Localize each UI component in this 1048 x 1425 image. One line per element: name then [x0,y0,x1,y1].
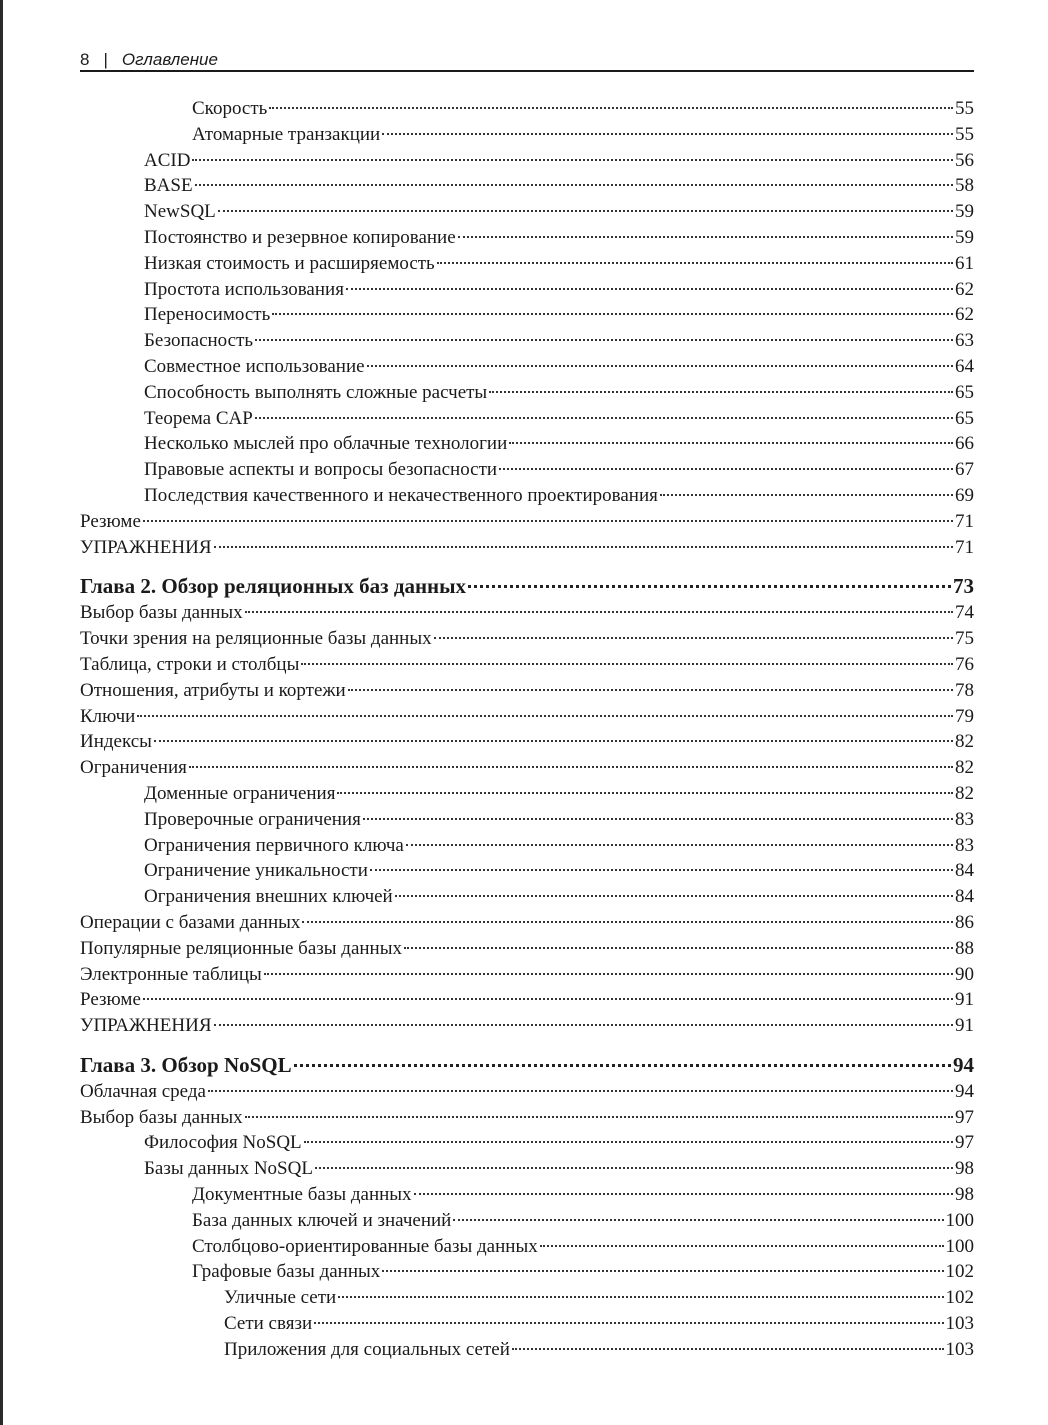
toc-entry-title: Простота использования [144,278,344,300]
toc-leader-dots [143,520,953,522]
toc-entry-title: Приложения для социальных сетей [224,1338,510,1360]
toc-entry-page: 73 [953,574,974,599]
toc-entry-page: 64 [955,355,974,377]
toc-entry[interactable] [80,704,974,730]
toc-entry[interactable] [80,962,974,988]
toc-entry-title: Ограничения [80,757,187,779]
toc-entry-page: 91 [955,989,974,1011]
toc-entry-title: Ограничение уникальности [144,860,368,882]
toc-entry-page: 55 [955,123,974,145]
toc-entry-title: Атомарные транзакции [192,123,381,145]
toc-leader-dots [154,740,953,742]
toc-entry[interactable] [80,199,974,225]
toc-entry[interactable] [80,936,974,962]
toc-entry-page: 91 [955,1015,974,1037]
toc-entry-title: Скорость [192,98,268,119]
toc-entry-title: Последствия качественного и некачественного проектирования [144,484,658,506]
toc-entry-page: 100 [945,1209,974,1231]
toc-leader-dots [214,1024,954,1026]
toc-leader-dots [434,637,953,639]
toc-entry[interactable] [80,302,974,328]
toc-entry[interactable] [80,910,974,936]
toc-entry-title: База данных ключей и значений [192,1209,452,1231]
toc-entry-page: 65 [955,381,974,403]
toc-leader-dots [214,546,954,548]
toc-entry-page: 69 [955,484,974,506]
toc-entry[interactable] [80,884,974,910]
toc-leader-dots [660,494,953,496]
toc-entry-page: 82 [955,782,974,804]
toc-entry-page: 83 [955,808,974,830]
toc-entry-page: 83 [955,834,974,856]
toc-entry[interactable] [80,755,974,781]
toc-entry-page: 67 [955,459,974,481]
toc-entry[interactable] [80,483,974,509]
toc-leader-dots [489,391,953,393]
toc-entry-title: Постоянство и резервное копирование [144,226,456,248]
toc-entry[interactable] [80,1259,974,1285]
toc-entry-title: Глава 3. Обзор NoSQL [80,1052,292,1077]
toc-entry[interactable] [80,781,974,807]
toc-leader-dots [453,1219,943,1221]
toc-entry[interactable] [80,1208,974,1234]
toc-leader-dots [255,339,953,341]
toc-leader-dots [294,1064,951,1067]
toc-entry[interactable] [80,96,974,122]
toc-leader-dots [245,611,953,613]
toc-leader-dots [509,442,953,444]
toc-entry[interactable] [80,380,974,406]
toc-entry-page: 56 [955,149,974,171]
toc-leader-dots [192,159,953,161]
toc-leader-dots [382,133,953,135]
toc-entry[interactable] [80,406,974,432]
toc-entry-page: 62 [955,278,974,300]
toc-leader-dots [269,107,953,109]
toc-entry-page: 103 [945,1338,974,1360]
toc-entry-page: 102 [945,1287,974,1309]
toc-leader-dots [458,236,953,238]
running-head [80,44,974,70]
toc-entry[interactable] [80,122,974,148]
toc-leader-dots [137,715,953,717]
toc-entry[interactable] [80,729,974,755]
toc-entry-page: 59 [955,201,974,223]
toc-entry[interactable] [80,535,974,561]
toc-entry-title: Совместное использование [144,355,365,377]
toc-leader-dots [499,468,953,470]
toc-entry-title: Теорема CAP [144,407,253,429]
toc-chapter-entry[interactable] [80,573,974,600]
toc-entry[interactable] [80,1182,974,1208]
toc-entry-page: 97 [955,1132,974,1154]
toc-entry-title: Уличные сети [224,1287,337,1309]
toc-leader-dots [314,1322,943,1324]
toc-entry-title: BASE [144,175,193,197]
toc-entry-title: Ограничения первичного ключа [144,834,404,856]
toc-entry-page: 98 [955,1158,974,1180]
toc-entry-page: 59 [955,226,974,248]
toc-leader-dots [512,1348,944,1350]
toc-entry-title: Операции с базами данных [80,911,301,933]
toc-entry[interactable] [80,600,974,626]
toc-entry-page: 103 [945,1313,974,1335]
toc-leader-dots [272,313,953,315]
toc-entry-title: Резюме [80,989,141,1011]
toc-entry-page: 82 [955,731,974,753]
toc-leader-dots [245,1116,953,1118]
toc-entry-page: 66 [955,433,974,455]
toc-leader-dots [304,1141,953,1143]
toc-entry[interactable] [80,1013,974,1039]
toc-leader-dots [404,947,953,949]
toc-entry[interactable] [80,431,974,457]
toc-leader-dots [337,792,953,794]
toc-entry[interactable] [80,173,974,199]
toc-entry-page: 78 [955,679,974,701]
toc-leader-dots [370,869,953,871]
toc-entry-title: Проверочные ограничения [144,808,361,830]
toc-entry-title: Переносимость [144,304,271,326]
toc-entry[interactable] [80,457,974,483]
toc-entry[interactable] [80,328,974,354]
toc-entry-page: 76 [955,653,974,675]
toc-entry-page: 75 [955,628,974,650]
toc-entry-page: 84 [955,886,974,908]
header-rule [80,70,974,72]
toc-entry-page: 74 [955,602,974,624]
toc-entry-title: Популярные реляционные базы данных [80,937,402,959]
toc-entry-title: NewSQL [144,201,216,223]
toc-entry-title: Базы данных NoSQL [144,1158,313,1180]
toc-entry-title: Правовые аспекты и вопросы безопасности [144,459,498,481]
toc-leader-dots [302,921,953,923]
toc-leader-dots [338,1296,943,1298]
toc-entry[interactable] [80,652,974,678]
toc-entry[interactable] [80,1234,974,1260]
toc-entry-title: Сети связи [224,1313,313,1335]
toc-entry-title: Ключи [80,705,136,727]
toc-leader-dots [540,1245,944,1247]
table-of-contents [80,96,974,1363]
toc-entry[interactable] [80,833,974,859]
toc-leader-dots [264,973,953,975]
toc-entry-title: Выбор базы данных [80,602,243,624]
toc-entry[interactable] [80,277,974,303]
toc-leader-dots [218,210,953,212]
toc-entry-page: 71 [955,536,974,558]
toc-entry-page: 71 [955,510,974,532]
toc-entry-title: Ограничения внешних ключей [144,886,393,908]
toc-entry-page: 82 [955,757,974,779]
page-number: 8 [80,50,90,69]
toc-entry-page: 90 [955,963,974,985]
toc-leader-dots [301,663,953,665]
toc-entry[interactable] [80,807,974,833]
toc-entry-page: 102 [945,1261,974,1283]
toc-entry[interactable] [80,1311,974,1337]
toc-leader-dots [255,417,953,419]
toc-entry-title: УПРАЖНЕНИЯ [80,536,212,558]
toc-entry-title: Точки зрения на реляционные базы данных [80,628,432,650]
toc-entry[interactable] [80,1285,974,1311]
toc-entry-title: ACID [144,149,191,171]
toc-entry-page: 84 [955,860,974,882]
toc-entry[interactable] [80,626,974,652]
toc-leader-dots [414,1193,953,1195]
section-title: Оглавление [121,50,218,69]
toc-entry-title: Резюме [80,510,141,532]
toc-entry[interactable] [80,987,974,1013]
toc-leader-dots [363,818,953,820]
toc-entry-title: Столбцово-ориентированные базы данных [192,1235,538,1257]
toc-entry[interactable] [80,1079,974,1105]
toc-leader-dots [208,1090,953,1092]
header-separator: | [103,50,108,69]
toc-entry-title: Способность выполнять сложные расчеты [144,381,488,403]
toc-entry-title: Низкая стоимость и расширяемость [144,252,435,274]
toc-entry[interactable] [80,1337,974,1363]
toc-entry[interactable] [80,225,974,251]
toc-entry-title: Доменные ограничения [144,782,336,804]
toc-leader-dots [367,365,953,367]
toc-leader-dots [395,895,953,897]
toc-leader-dots [143,998,953,1000]
toc-entry-page: 94 [955,1080,974,1102]
toc-entry-page: 58 [955,175,974,197]
toc-entry-title: УПРАЖНЕНИЯ [80,1015,212,1037]
toc-entry-title: Отношения, атрибуты и кортежи [80,679,346,701]
toc-entry-page: 100 [945,1235,974,1257]
toc-entry[interactable] [80,858,974,884]
toc-entry[interactable] [80,1105,974,1131]
toc-entry-page: 65 [955,407,974,429]
toc-entry-title: Безопасность [144,330,254,352]
toc-entry[interactable] [80,1156,974,1182]
toc-leader-dots [437,262,953,264]
toc-entry[interactable] [80,251,974,277]
toc-entry-title: Философия NoSQL [144,1132,302,1154]
toc-entry-page: 62 [955,304,974,326]
toc-entry-title: Графовые базы данных [192,1261,381,1283]
toc-leader-dots [315,1167,953,1169]
toc-entry[interactable] [80,1130,974,1156]
toc-leader-dots [348,689,953,691]
toc-entry[interactable] [80,354,974,380]
toc-leader-dots [195,184,953,186]
toc-entry-page: 86 [955,911,974,933]
toc-entry-title: Таблица, строки и столбцы [80,653,300,675]
toc-leader-dots [468,585,951,588]
toc-entry-title: Индексы [80,731,152,753]
page-edge [0,0,3,1425]
toc-entry-title: Облачная среда [80,1080,206,1102]
toc-entry-page: 55 [955,98,974,119]
toc-leader-dots [346,288,953,290]
toc-entry-title: Электронные таблицы [80,963,262,985]
toc-entry-title: Выбор базы данных [80,1106,243,1128]
toc-entry-page: 97 [955,1106,974,1128]
toc-leader-dots [382,1270,943,1272]
toc-entry-page: 94 [953,1052,974,1077]
toc-chapter-entry[interactable] [80,1052,974,1079]
toc-entry-page: 63 [955,330,974,352]
toc-entry-page: 88 [955,937,974,959]
toc-entry-page: 98 [955,1184,974,1206]
toc-leader-dots [406,844,953,846]
toc-entry[interactable] [80,678,974,704]
toc-entry-title: Документные базы данных [192,1184,412,1206]
toc-entry-title: Несколько мыслей про облачные технологии [144,433,508,455]
toc-entry[interactable] [80,509,974,535]
toc-leader-dots [189,766,953,768]
toc-entry-title: Глава 2. Обзор реляционных баз данных [80,574,467,599]
toc-entry[interactable] [80,148,974,174]
toc-entry-page: 61 [955,252,974,274]
toc-entry-page: 79 [955,705,974,727]
